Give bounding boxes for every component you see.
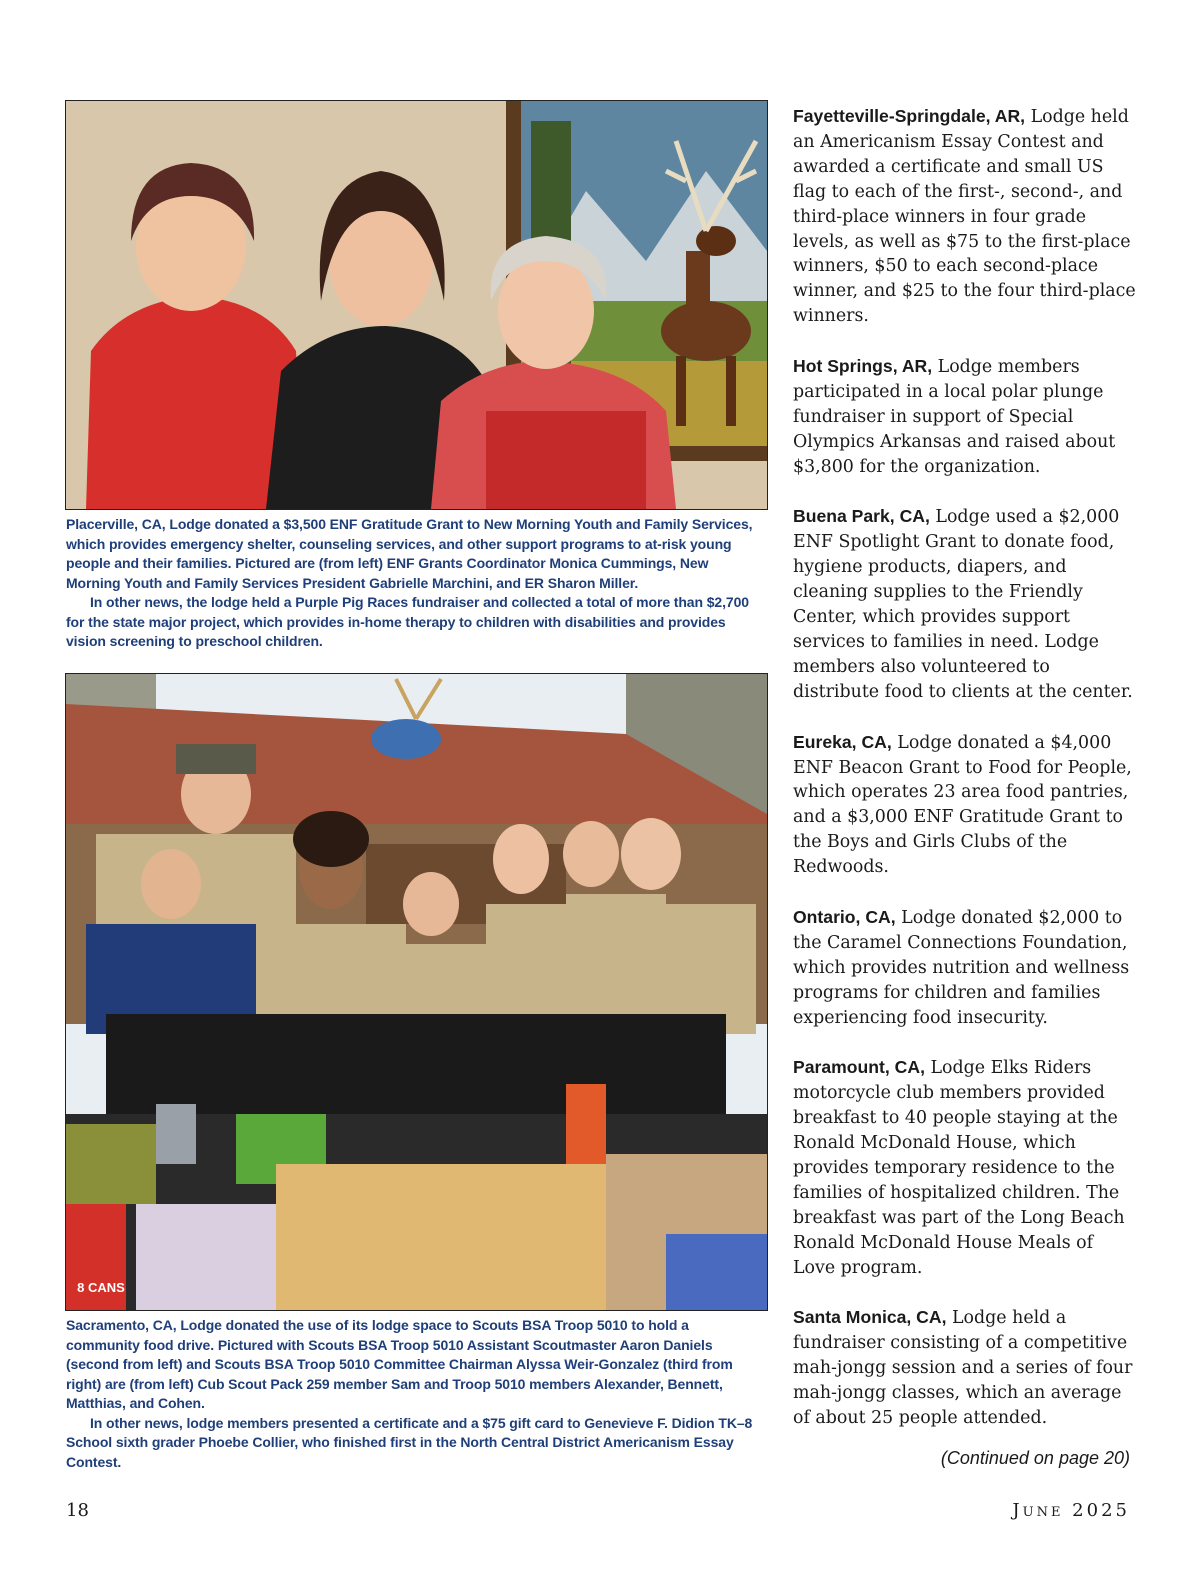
news-item [793, 354, 1138, 480]
issue-date: June 2025 [1012, 1500, 1130, 1521]
news-text: Lodge used a $2,000 ENF Spotlight Grant to donate food, hygiene products, diapers, and cleaning supplies to the Friendly Center, which provides support services to families in need. Lodge members also volunteered to distribute food to clients at the center. [793, 507, 1133, 702]
news-item [793, 1305, 1138, 1431]
page-number: 18 [66, 1500, 89, 1521]
caption-other-news: In other news, the lodge held a Purple Pig Races fundraiser and collected a total of more than $2,700 for the state major project, which provides in-home therapy to children with disabilities and provides vision screening to preschool children. [66, 594, 749, 649]
news-item [793, 104, 1138, 329]
news-place: Ontario, CA, [793, 906, 896, 927]
caption-place: Placerville, CA, [66, 516, 166, 532]
caption-text: Lodge donated a $3,500 ENF Gratitude Grant to New Morning Youth and Family Services, which provides emergency shelter, counseling services, and other support programs to at-risk young people and their families. Pictured are (from left) ENF Grants Coordinator Monica Cummings, New Morning Youth and Family Services President Gabrielle Marchini, and ER Sharon Miller. [66, 516, 753, 591]
news-place: Eureka, CA, [793, 731, 892, 752]
box-label: 8 CANS [77, 1280, 125, 1295]
sacramento-caption [66, 1316, 766, 1472]
sacramento-photo [65, 673, 768, 1311]
news-place: Paramount, CA, [793, 1057, 925, 1078]
caption-text: Lodge donated the use of its lodge space to Scouts BSA Troop 5010 to hold a community food drive. Pictured with Scouts BSA Troop 5010 Assistant Scoutmaster Aaron Daniels (second from left) and Scouts BSA Troop 5010 Committee Chairman Alyssa Weir-Gonzalez (third from right) are (from left) Cub Scout Pack 259 member Sam and Troop 5010 members Alexander, Bennett, Matthias, and Cohen. [66, 1317, 733, 1411]
placerville-caption [66, 515, 766, 652]
news-text: Lodge donated $2,000 to the Caramel Connections Foundation, which provides nutrition and wellness programs for children and families experiencing food insecurity. [793, 907, 1130, 1028]
news-place: Santa Monica, CA, [793, 1307, 947, 1328]
caption-place: Sacramento, CA, [66, 1317, 177, 1333]
news-text: Lodge members participated in a local polar plunge fundraiser in support of Special Olympics Arkansas and raised about $3,800 for the organization. [793, 357, 1116, 477]
news-text: Lodge held a fundraiser consisting of a competitive mah-jongg session and a series of four mah-jongg classes, which an average of about 25 people attended. [793, 1308, 1133, 1429]
news-text: Lodge Elks Riders motorcycle club members provided breakfast to 40 people staying at the Ronald McDonald House, which provides temporary residence to the families of hospitalized children. The breakfast was part of the Long Beach Ronald McDonald House Meals of Love program. [793, 1058, 1125, 1278]
news-item [793, 730, 1138, 880]
news-column [793, 104, 1138, 1456]
news-item [793, 1055, 1138, 1280]
continued-note: (Continued on page 20) [940, 1448, 1130, 1468]
news-item [793, 504, 1138, 704]
news-item [793, 905, 1138, 1031]
placerville-photo [65, 100, 768, 510]
news-place: Hot Springs, AR, [793, 356, 933, 377]
news-text: Lodge held an Americanism Essay Contest and awarded a certificate and small US flag to each of the first-, second-, and third-place winners in four grade levels, as well as $75 to the first-place winners, $50 to each second-place winner, and $25 to the four third-place winners. [793, 107, 1136, 327]
caption-other-news: In other news, lodge members presented a certificate and a $75 gift card to Genevieve F. Didion TK–8 School sixth grader Phoebe Collier, who finished first in the North Central District Americanism Essay Contest. [66, 1414, 753, 1470]
news-text: Lodge donated a $4,000 ENF Beacon Grant to Food for People, which operates 23 area food pantries, and a $3,000 ENF Gratitude Grant to the Boys and Girls Clubs of the Redwoods. [793, 732, 1132, 878]
news-place: Fayetteville-Springdale, AR, [793, 106, 1026, 126]
news-place: Buena Park, CA, [793, 506, 930, 527]
